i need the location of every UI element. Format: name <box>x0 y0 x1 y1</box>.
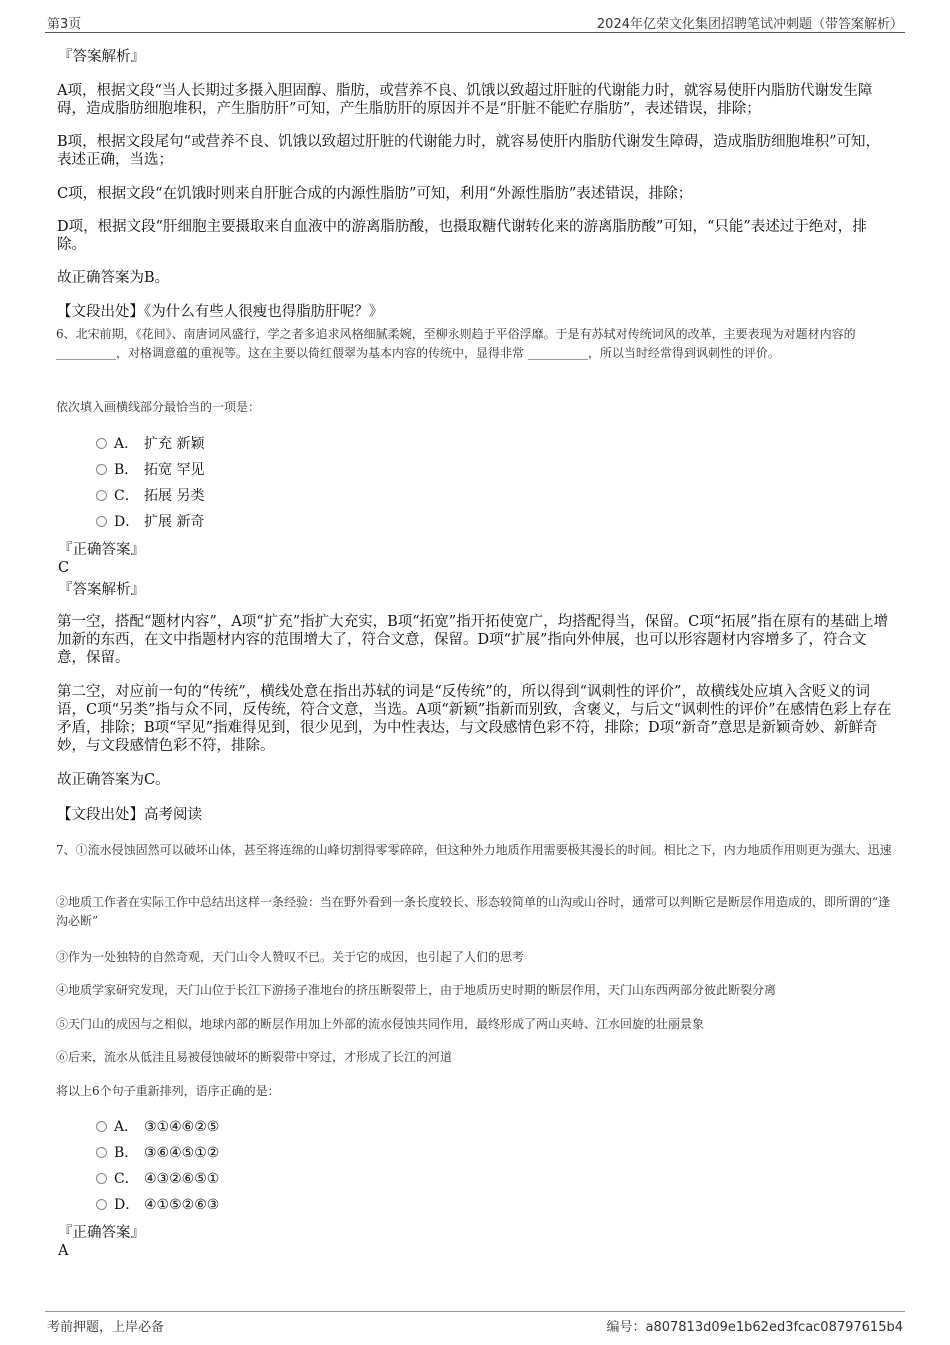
q6-answer: C <box>58 560 70 576</box>
q6-answer-heading: 『正确答案』 <box>58 542 145 558</box>
q6-source: 【文段出处】高考阅读 <box>57 807 202 823</box>
q6-option-d[interactable]: D． 扩展 新奇 <box>96 513 204 531</box>
radio-icon[interactable] <box>96 1199 107 1210</box>
q6-instruction: 依次填入画横线部分最恰当的一项是： <box>56 400 261 414</box>
q7-option-d[interactable]: D． ④①⑤②⑥③ <box>96 1196 219 1214</box>
q7-sentence-2: ②地质工作者在实际工作中总结出这样一条经验：当在野外看到一条长度较长、形态较简单的山沟或山谷时，通常可以判断它是断层作用造成的，即所谓的“逢沟必断” <box>56 895 891 928</box>
footer-code <box>606 1316 903 1335</box>
q7-answer-heading: 『正确答案』 <box>58 1225 145 1241</box>
radio-icon[interactable] <box>96 516 107 527</box>
document-title: 2024年亿荣文化集团招聘笔试冲刺题（带答案解析） <box>596 17 903 32</box>
q7-option-b[interactable]: B． ③⑥④⑤①② <box>96 1144 219 1162</box>
q7-sentence-6: ⑥后来，流水从低洼且易被侵蚀破坏的断裂带中穿过，才形成了长江的河道 <box>56 1050 453 1064</box>
q5-conclusion: 故正确答案为B。 <box>57 270 170 286</box>
radio-icon[interactable] <box>96 438 107 449</box>
page-number: 第3页 <box>47 17 82 32</box>
q6-conclusion: 故正确答案为C。 <box>57 772 170 788</box>
q7-sentence-3: ③作为一处独特的自然奇观，天门山令人赞叹不已。关于它的成因，也引起了人们的思考 <box>56 950 525 964</box>
q7-option-a[interactable]: A． ③①④⑥②⑤ <box>96 1118 219 1136</box>
q6-stem: 6、北宋前期，《花间》、南唐词风盛行，学之者多追求风格细腻柔婉，至柳永则趋于平俗浮靡。于是有苏轼对传统词风的改革，主要表现为对题材内容的 __________，对格调意蕴的重视等。这在主要以倚红偎翠为基本内容的传统中，显得非常 __________，所以当时经常得到讽刺性的评价。 <box>56 327 856 360</box>
q7-instruction: 将以上6个句子重新排列，语序正确的是： <box>56 1084 280 1098</box>
q6-analysis-heading: 『答案解析』 <box>58 582 145 598</box>
radio-icon[interactable] <box>96 1173 107 1184</box>
q6-option-a[interactable]: A． 扩充 新颖 <box>96 435 204 453</box>
q5-analysis-heading: 『答案解析』 <box>58 49 145 65</box>
footer-slogan: 考前押题，上岸必备 <box>47 1320 165 1335</box>
q5-analysis-c: C项，根据文段“在饥饿时则来自肝脏合成的内源性脂肪”可知，利用“外源性脂肪”表述错误，排除； <box>57 186 693 202</box>
q7-sentence-4: ④地质学家研究发现，天门山位于长江下游扬子准地台的挤压断裂带上，由于地质历史时期的断层作用，天门山东西两部分彼此断裂分离 <box>56 983 777 997</box>
q7-sentence-1: 7、①流水侵蚀固然可以破坏山体，甚至将连绵的山峰切割得零零碎碎，但这种外力地质作用需要极其漫长的时间。相比之下，内力地质作用则更为强大、迅速 <box>56 843 892 857</box>
radio-icon[interactable] <box>96 490 107 501</box>
footer-code-label: 编号： <box>606 1320 646 1335</box>
q6-analysis-1: 第一空，搭配“题材内容”，A项“扩充”指扩大充实，B项“拓宽”指开拓使宽广，均搭配得当，保留。C项“拓展”指在原有的基础上增加新的东西，在文中指题材内容的范围增大了，符合文意，保留。D项“扩展”指向外伸展，也可以形容题材内容增多了，符合文意，保留。 <box>57 614 889 666</box>
radio-icon[interactable] <box>96 1121 107 1132</box>
q5-source: 【文段出处】《为什么有些人很瘦也得脂肪肝呢？》 <box>57 304 384 320</box>
q6-option-c[interactable]: C． 拓展 另类 <box>96 487 204 505</box>
radio-icon[interactable] <box>96 1147 107 1158</box>
q6-analysis-2: 第二空，对应前一句的“传统”，横线处意在指出苏轼的词是“反传统”的，所以得到“讽刺性的评价”，故横线处应填入含贬义的词语，C项“另类”指与众不同，反传统，符合文意，当选。A项“新颖”指新而别致，含褒义，与后文“讽刺性的评价”在感情色彩上存在矛盾，排除；B项“罕见”指难得见到，很少见到，为中性表达，与文段感情色彩不符，排除；D项“新奇”意思是新颖奇妙、新鲜奇妙，与文段感情色彩不符，排除。 <box>57 684 892 754</box>
q5-analysis-d: D项，根据文段“肝细胞主要摄取来自血液中的游离脂肪酸，也摄取糖代谢转化来的游离脂肪酸”可知，“只能”表述过于绝对，排除。 <box>57 219 867 253</box>
page-header <box>45 10 905 33</box>
q5-analysis-a: A项，根据文段“当人长期过多摄入胆固醇、脂肪，或营养不良、饥饿以致超过肝脏的代谢能力时，就容易使肝内脂肪代谢发生障碍，造成脂肪细胞堆积，产生脂肪肝”可知，产生脂肪肝的原因并不是“肝脏不能贮存脂肪”，表述错误，排除； <box>57 83 873 117</box>
q7-answer: A <box>58 1243 69 1259</box>
page-footer <box>45 1311 905 1338</box>
q6-option-b[interactable]: B． 拓宽 罕见 <box>96 461 204 479</box>
q5-analysis-b: B项，根据文段尾句“或营养不良、饥饿以致超过肝脏的代谢能力时，就容易使肝内脂肪代谢发生障碍，造成脂肪细胞堆积”可知，表述正确，当选； <box>57 134 880 168</box>
q7-option-c[interactable]: C． ④③②⑥⑤① <box>96 1170 219 1188</box>
q7-sentence-5: ⑤天门山的成因与之相似，地球内部的断层作用加上外部的流水侵蚀共同作用，最终形成了两山夹峙、江水回旋的壮丽景象 <box>56 1017 705 1031</box>
radio-icon[interactable] <box>96 464 107 475</box>
footer-code-value: a807813d09e1b62ed3fcac08797615b4 <box>645 1320 903 1335</box>
